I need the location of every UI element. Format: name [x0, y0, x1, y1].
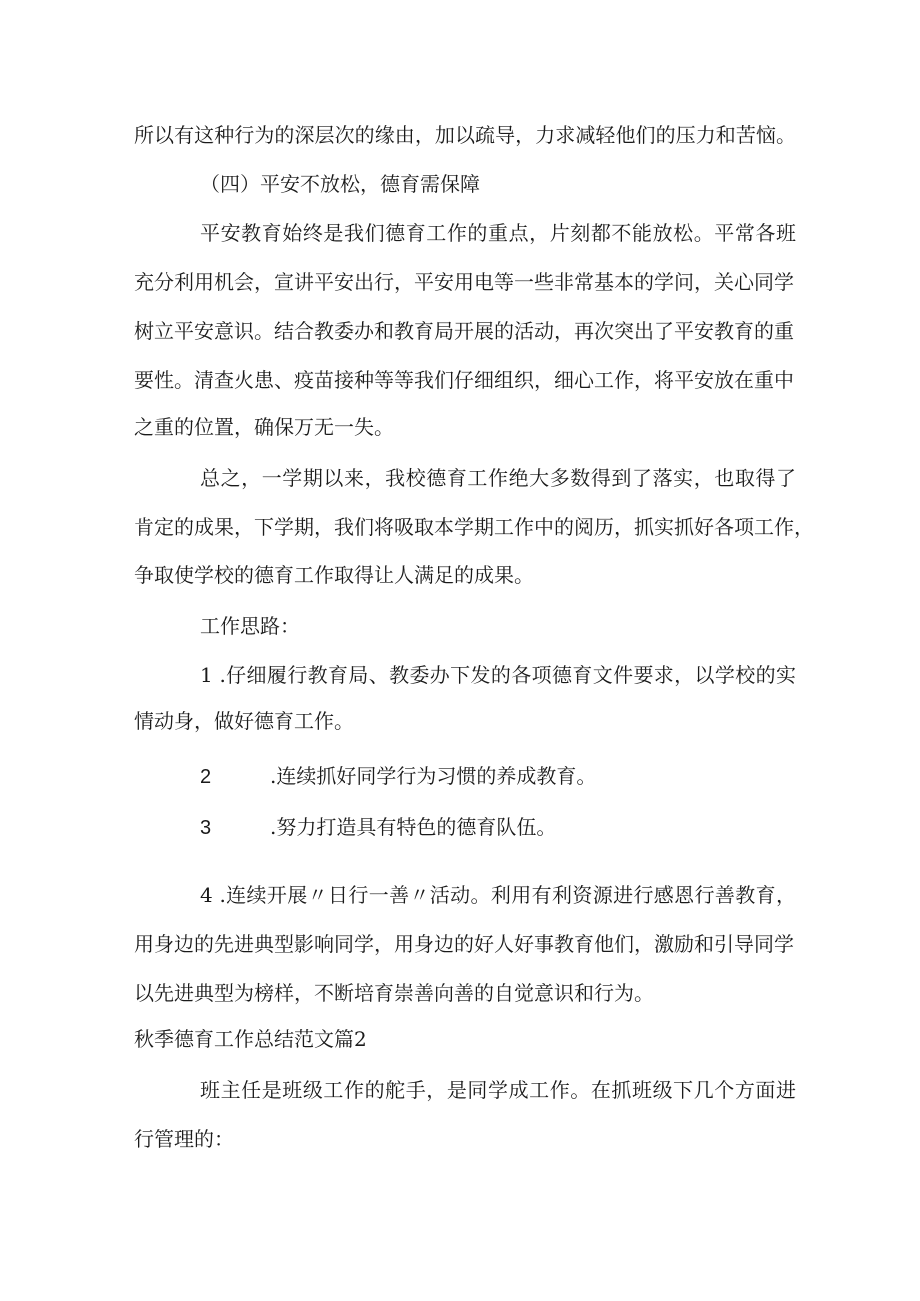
- section-title: 秋季德育工作总结范文篇2: [134, 1027, 367, 1051]
- summary-paragraph-line-3: 争取使学校的德育工作取得让人满足的成果。: [134, 563, 534, 587]
- safety-paragraph-line-2: 充分利用机会，宣讲平安出行，平安用电等一些非常基本的学问，关心同学: [134, 270, 794, 294]
- summary-paragraph-line-1: 总之，一学期以来，我校德育工作绝大多数得到了落实，也取得了: [200, 466, 796, 490]
- list-item-2: [200, 762, 596, 791]
- safety-paragraph-line-4: 要性。清查火患、疫苗接种等等我们仔细组织，细心工作，将平安放在重中: [134, 368, 794, 392]
- list-item-4-line-3: 以先进典型为榜样，不断培育崇善向善的自觉意识和行为。: [134, 981, 654, 1005]
- list-item-4-line-2: 用身边的先进典型影响同学，用身边的好人好事教育他们，激励和引导同学: [134, 932, 794, 956]
- summary-paragraph-line-2: 肯定的成果，下学期，我们将吸取本学期工作中的阅历，抓实抓好各项工作，: [134, 515, 814, 539]
- list-item-2-number: 2: [200, 766, 212, 788]
- section2-paragraph-line-2: 行管理的：: [134, 1127, 234, 1151]
- list-item-3-number: 3: [200, 817, 212, 839]
- list-item-3: [200, 813, 556, 842]
- list-item-1-line-1: 1 .仔细履行教育局、教委办下发的各项德育文件要求，以学校的实: [200, 663, 796, 687]
- paragraph-continuation: 所以有这种行为的深层次的缘由，加以疏导，力求减轻他们的压力和苦恼。: [134, 123, 796, 147]
- work-ideas-label: 工作思路：: [200, 614, 300, 638]
- list-item-2-text: .连续抓好同学行为习惯的养成教育。: [270, 764, 597, 788]
- safety-paragraph-line-1: 平安教育始终是我们德育工作的重点，片刻都不能放松。平常各班: [200, 221, 796, 245]
- list-item-1-line-2: 情动身，做好德育工作。: [134, 709, 354, 733]
- list-item-4-line-1: 4 .连续开展〃日行一善〃活动。利用有利资源进行感恩行善教育，: [200, 883, 796, 907]
- safety-paragraph-line-3: 树立平安意识。结合教委办和教育局开展的活动，再次突出了平安教育的重: [134, 319, 794, 343]
- list-item-3-text: .努力打造具有特色的德育队伍。: [270, 815, 557, 839]
- safety-paragraph-line-5: 之重的位置，确保万无一失。: [134, 415, 394, 439]
- section2-paragraph-line-1: 班主任是班级工作的舵手，是同学成工作。在抓班级下几个方面进: [200, 1078, 796, 1102]
- section-heading-4: （四）平安不放松，德育需保障: [200, 172, 480, 196]
